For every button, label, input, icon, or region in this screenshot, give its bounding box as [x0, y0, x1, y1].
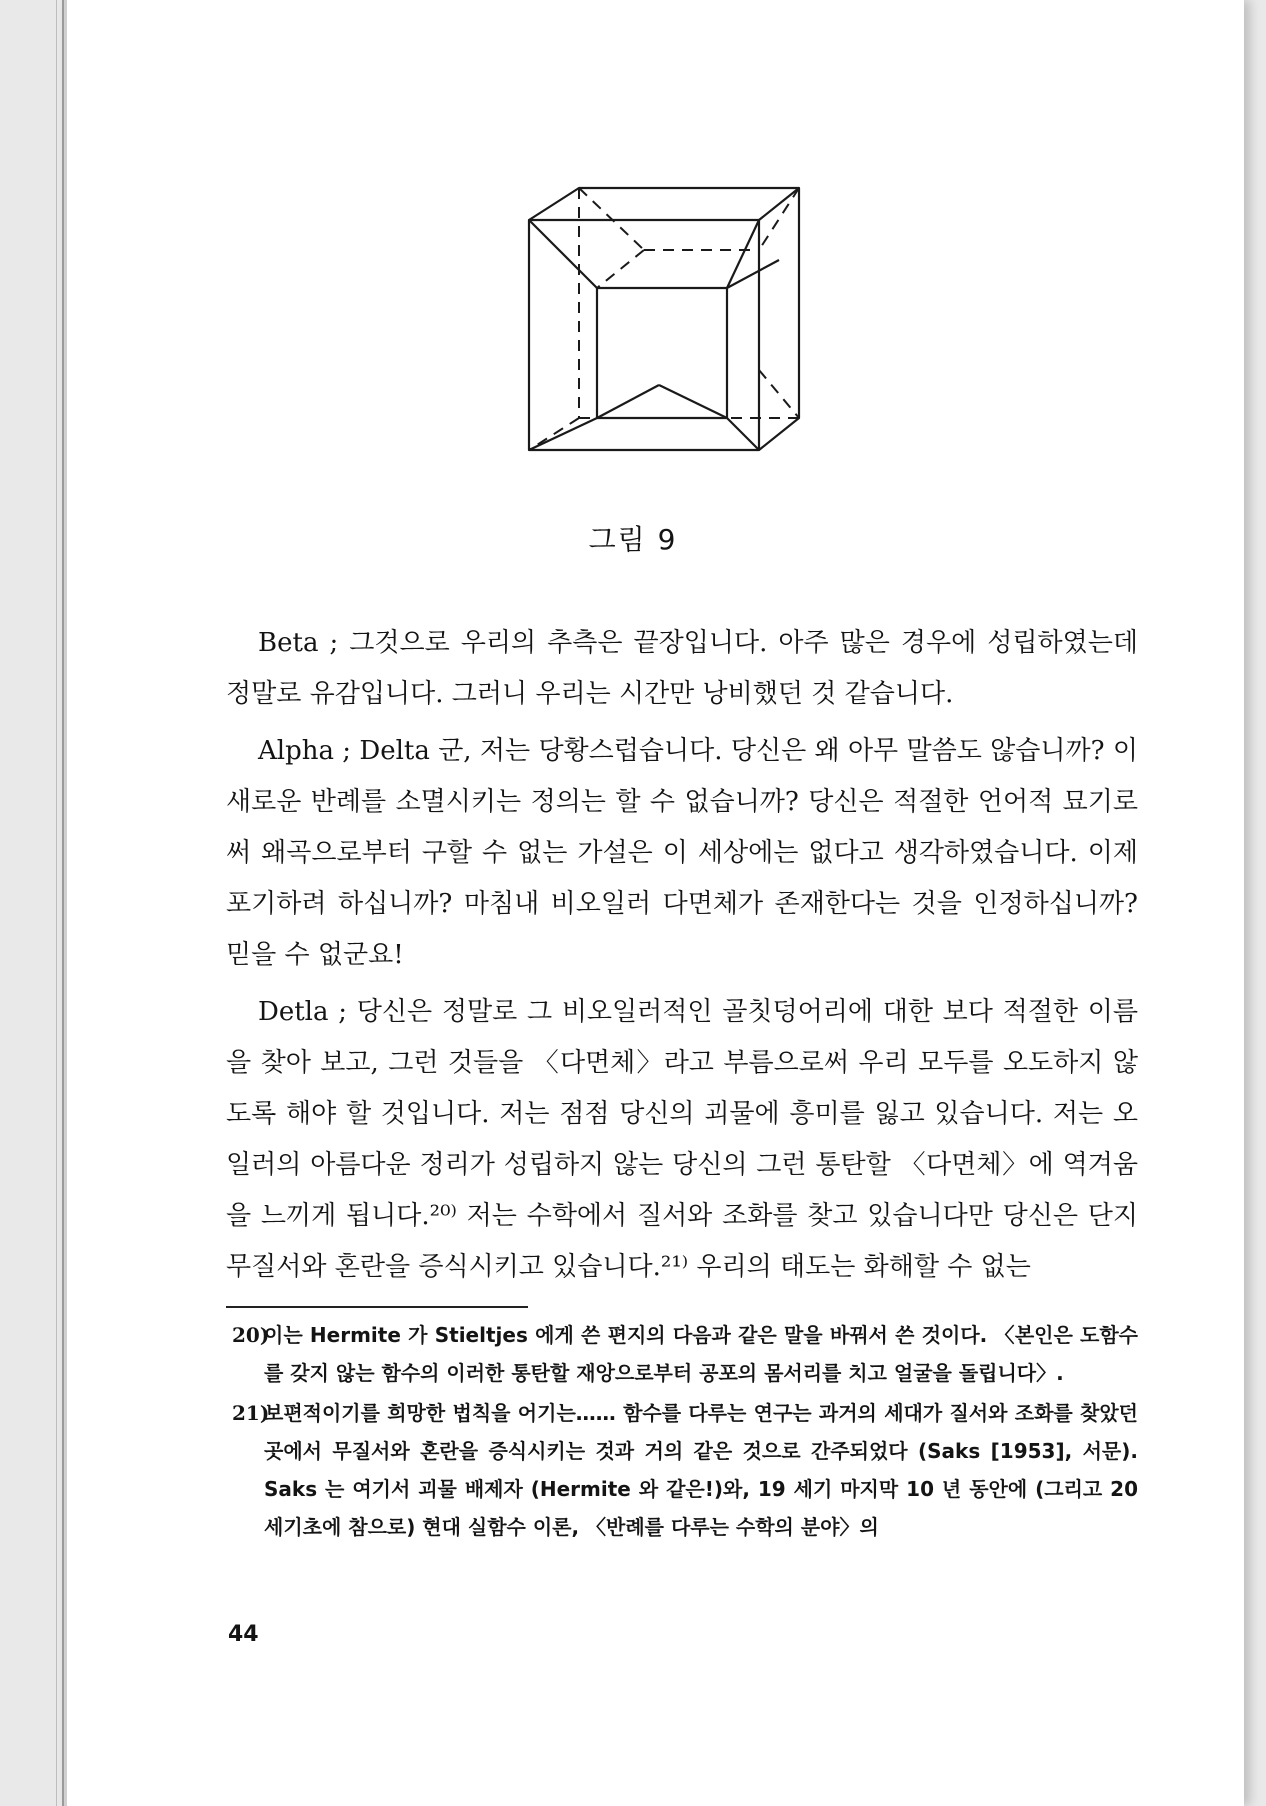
hollow-cube-icon	[519, 180, 859, 500]
footnote-20	[232, 1316, 1138, 1392]
footnote-21	[232, 1394, 1138, 1546]
dialogue-text	[226, 618, 1138, 1299]
page-number: 44	[228, 1622, 259, 1647]
paragraph-beta: Beta ; 그것으로 우리의 추측은 끝장입니다. 아주 많은 경우에 성립하였는데 정말로 유감입니다. 그러니 우리는 시간만 낭비했던 것 같습니다.	[226, 628, 1138, 709]
figure-9	[519, 180, 859, 500]
figure-caption: 그림 9	[588, 523, 678, 556]
paragraph-delta: Detla ; 당신은 정말로 그 비오일러적인 골칫덩어리에 대한 보다 적절한 이름을 찾아 보고, 그런 것들을 〈다면체〉라고 부름으로써 우리 모두를 오도하지 않도록 해야 할 것입니다. 저는 점점 당신의 괴물에 흥미를 잃고 있습니다. 저는 오일러의 아름다운 정리가 성립하지 않는 당신의 그런 통탄할 〈다면체〉에 역겨움을 느끼게 됩니다.²⁰⁾ 저는 수학에서 질서와 조화를 찾고 있습니다만 당신은 단지 무질서와 혼란을 증식시키고 있습니다.²¹⁾ 우리의 태도는 화해할 수 없는	[226, 997, 1138, 1282]
footnote-number: 21)	[232, 1401, 270, 1425]
paragraph-alpha: Alpha ; Delta 군, 저는 당황스럽습니다. 당신은 왜 아무 말씀도 않습니까? 이 새로운 반례를 소멸시키는 정의는 할 수 없습니까? 당신은 적절한 언어적 묘기로써 왜곡으로부터 구할 수 없는 가설은 이 세상에는 없다고 생각하였습니다. 이제 포기하려 하십니까? 마침내 비오일러 다면체가 존재한다는 것을 인정하십니까? 믿을 수 없군요!	[226, 736, 1138, 970]
page-edge	[56, 0, 57, 1806]
footnote-text: 보편적이기를 희망한 법칙을 어기는…… 함수를 다루는 연구는 과거의 세대가 질서와 조화를 찾았던 곳에서 무질서와 혼란을 증식시키는 것과 거의 같은 것으로 간주되었다 (Saks [1953], 서문). Saks 는 여기서 괴물 배제자 (Hermite 와 같은!)와, 19 세기 마지막 10 년 동안에 (그리고 20 세기초에 참으로) 현대 실함수 이론, 〈반례를 다루는 수학의 분야〉의	[264, 1401, 1138, 1539]
footnotes	[232, 1316, 1138, 1548]
footnote-separator	[226, 1306, 528, 1308]
footnote-text: 이는 Hermite 가 Stieltjes 에게 쓴 편지의 다음과 같은 말을 바꿔서 쓴 것이다. 〈본인은 도함수를 갖지 않는 함수의 이러한 통탄할 재앙으로부터 공포의 몸서리를 치고 얼굴을 돌립니다〉.	[264, 1323, 1138, 1385]
footnote-number: 20)	[232, 1323, 270, 1347]
